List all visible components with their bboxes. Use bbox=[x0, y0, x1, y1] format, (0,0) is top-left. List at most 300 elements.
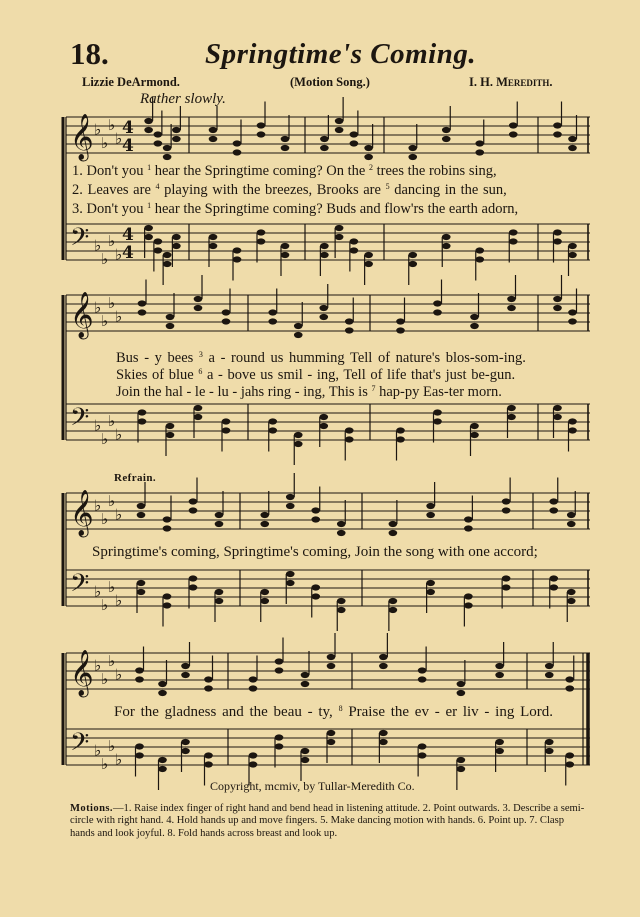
note-head bbox=[495, 739, 504, 745]
note-head bbox=[565, 761, 574, 767]
note-head bbox=[408, 154, 417, 160]
motions-text: —1. Raise index finger of right hand and bend head in listening attitude. 2. Point outwards. 3. Describe a semi-circle with right hand. 4. Hold hands up and move fingers. 5. Make dancing motion with hands. 6. Point up. 7. Clasp hands and look joyful. 8. Fold hands across breast and look up. bbox=[70, 803, 585, 839]
note-head bbox=[568, 309, 577, 315]
note-head bbox=[158, 757, 167, 763]
note-head bbox=[442, 127, 451, 133]
note-head bbox=[464, 516, 473, 522]
note-head bbox=[433, 409, 442, 415]
flat-sign: ♭ bbox=[94, 120, 102, 139]
note-head bbox=[507, 305, 516, 311]
verse-2-line-2: Skies of blue $^6$ a - bove us smil - ing, Tell of life that's just be-gun. bbox=[116, 367, 516, 383]
flat-sign: ♭ bbox=[94, 656, 102, 675]
bass-clef: 𝄢 bbox=[70, 403, 90, 438]
note-head bbox=[442, 243, 451, 249]
flat-sign: ♭ bbox=[108, 116, 116, 134]
flat-sign: ♭ bbox=[108, 578, 116, 596]
note-head bbox=[233, 140, 242, 146]
note-head bbox=[568, 418, 577, 424]
note-head bbox=[567, 521, 576, 527]
note-head bbox=[135, 752, 144, 758]
note-head bbox=[319, 314, 328, 320]
flat-sign: ♭ bbox=[101, 596, 109, 614]
flat-sign: ♭ bbox=[94, 236, 102, 255]
note-head bbox=[166, 423, 175, 429]
note-head bbox=[181, 748, 190, 754]
note-head bbox=[408, 261, 417, 267]
note-head bbox=[502, 498, 511, 504]
note-head bbox=[135, 676, 144, 682]
note-head bbox=[549, 575, 558, 581]
note-head bbox=[553, 238, 562, 244]
flat-sign: ♭ bbox=[115, 425, 123, 444]
treble-clef: 𝄞 bbox=[70, 490, 94, 536]
note-head bbox=[194, 305, 203, 311]
composer-credit: I. H. Meredith. bbox=[469, 75, 553, 89]
note-head bbox=[181, 663, 190, 669]
note-head bbox=[418, 667, 427, 673]
note-head bbox=[509, 229, 518, 235]
note-head bbox=[257, 131, 266, 137]
note-head bbox=[281, 136, 290, 142]
note-head bbox=[464, 525, 473, 531]
note-head bbox=[158, 681, 167, 687]
verse-3-line-1: 3. Don't you $^1$ hear the Springtime coming? Buds and flow'rs the earth adorn, bbox=[72, 201, 519, 217]
note-head bbox=[311, 584, 320, 590]
note-head bbox=[163, 525, 172, 531]
note-head bbox=[350, 247, 359, 253]
flat-sign: ♭ bbox=[101, 510, 109, 528]
note-head bbox=[350, 238, 359, 244]
note-head bbox=[135, 743, 144, 749]
flat-sign: ♭ bbox=[115, 129, 123, 148]
time-signature-bottom: 4 bbox=[122, 243, 134, 263]
note-head bbox=[286, 580, 295, 586]
note-head bbox=[215, 589, 224, 595]
note-head bbox=[319, 423, 328, 429]
note-head bbox=[311, 516, 320, 522]
note-head bbox=[568, 243, 577, 249]
hymn-number: 18. bbox=[70, 36, 109, 71]
note-head bbox=[418, 752, 427, 758]
note-head bbox=[509, 131, 518, 137]
note-head bbox=[389, 607, 398, 613]
note-head bbox=[379, 739, 388, 745]
note-head bbox=[301, 748, 310, 754]
note-head bbox=[268, 309, 277, 315]
note-head bbox=[319, 414, 328, 420]
flat-sign: ♭ bbox=[108, 294, 116, 312]
note-head bbox=[418, 676, 427, 682]
note-head bbox=[475, 140, 484, 146]
note-head bbox=[565, 752, 574, 758]
note-head bbox=[144, 234, 153, 240]
note-head bbox=[408, 252, 417, 258]
note-head bbox=[209, 136, 218, 142]
note-head bbox=[426, 503, 435, 509]
note-head bbox=[268, 427, 277, 433]
note-head bbox=[567, 598, 576, 604]
note-head bbox=[426, 589, 435, 595]
flat-sign: ♭ bbox=[115, 505, 123, 524]
note-head bbox=[137, 589, 146, 595]
note-head bbox=[275, 743, 284, 749]
note-head bbox=[426, 580, 435, 586]
flat-sign: ♭ bbox=[94, 496, 102, 515]
note-head bbox=[327, 663, 336, 669]
copyright-notice: Copyright, mcmiv, by Tullar-Meredith Co. bbox=[210, 779, 415, 793]
note-head bbox=[433, 309, 442, 315]
note-head bbox=[457, 690, 466, 696]
note-head bbox=[138, 409, 147, 415]
note-head bbox=[567, 589, 576, 595]
note-head bbox=[457, 766, 466, 772]
note-head bbox=[260, 589, 269, 595]
time-signature-top: 4 bbox=[122, 225, 134, 245]
note-head bbox=[233, 149, 242, 155]
note-head bbox=[464, 593, 473, 599]
note-head bbox=[565, 676, 574, 682]
flat-sign: ♭ bbox=[108, 232, 116, 250]
note-head bbox=[337, 521, 346, 527]
note-head bbox=[215, 521, 224, 527]
note-head bbox=[442, 234, 451, 240]
bass-clef: 𝄢 bbox=[70, 728, 90, 763]
note-head bbox=[553, 296, 562, 302]
note-head bbox=[553, 122, 562, 128]
note-head bbox=[495, 672, 504, 678]
note-head bbox=[553, 405, 562, 411]
note-head bbox=[433, 418, 442, 424]
note-head bbox=[470, 323, 479, 329]
flat-sign: ♭ bbox=[94, 416, 102, 435]
note-head bbox=[249, 685, 258, 691]
verse-3-line-2: Join the hal - le - lu - jahs ring - ing, This is $^7$ hap-py Eas-ter morn. bbox=[116, 384, 502, 400]
note-head bbox=[144, 225, 153, 231]
note-head bbox=[137, 580, 146, 586]
note-head bbox=[249, 761, 258, 767]
note-head bbox=[154, 131, 163, 137]
note-head bbox=[507, 405, 516, 411]
note-head bbox=[553, 229, 562, 235]
note-head bbox=[568, 318, 577, 324]
note-head bbox=[222, 418, 231, 424]
note-head bbox=[345, 436, 354, 442]
note-head bbox=[286, 503, 295, 509]
note-head bbox=[418, 743, 427, 749]
note-head bbox=[137, 503, 146, 509]
note-head bbox=[268, 418, 277, 424]
note-head bbox=[389, 521, 398, 527]
note-head bbox=[457, 757, 466, 763]
note-head bbox=[286, 494, 295, 500]
flat-sign: ♭ bbox=[94, 298, 102, 317]
note-head bbox=[327, 654, 336, 660]
time-signature-bottom: 4 bbox=[122, 136, 134, 156]
note-head bbox=[233, 247, 242, 253]
note-head bbox=[545, 663, 554, 669]
note-head bbox=[337, 607, 346, 613]
tempo-marking: Rather slowly. bbox=[140, 91, 226, 107]
note-head bbox=[154, 238, 163, 244]
note-head bbox=[475, 247, 484, 253]
note-head bbox=[464, 602, 473, 608]
note-head bbox=[509, 122, 518, 128]
note-head bbox=[320, 252, 329, 258]
motions-label: Motions. bbox=[70, 803, 113, 814]
note-head bbox=[311, 593, 320, 599]
flat-sign: ♭ bbox=[108, 492, 116, 510]
note-head bbox=[204, 676, 213, 682]
note-head bbox=[426, 512, 435, 518]
note-head bbox=[470, 314, 479, 320]
note-head bbox=[545, 739, 554, 745]
flat-sign: ♭ bbox=[101, 430, 109, 448]
note-head bbox=[350, 131, 359, 137]
note-head bbox=[281, 145, 290, 151]
bass-clef: 𝄢 bbox=[70, 223, 90, 258]
note-head bbox=[545, 748, 554, 754]
lyricist-credit: Lizzie DeArmond. bbox=[82, 75, 180, 89]
time-signature-top: 4 bbox=[122, 118, 134, 138]
note-head bbox=[470, 423, 479, 429]
note-head bbox=[260, 512, 269, 518]
flat-sign: ♭ bbox=[101, 670, 109, 688]
motions-instructions bbox=[70, 803, 590, 840]
note-head bbox=[194, 296, 203, 302]
note-head bbox=[275, 734, 284, 740]
note-head bbox=[433, 300, 442, 306]
note-head bbox=[470, 432, 479, 438]
treble-clef: 𝄞 bbox=[70, 114, 94, 160]
note-head bbox=[294, 441, 303, 447]
note-head bbox=[172, 136, 181, 142]
note-head bbox=[345, 318, 354, 324]
note-head bbox=[189, 498, 198, 504]
note-head bbox=[257, 238, 266, 244]
note-head bbox=[327, 739, 336, 745]
verse-2-line-1: 2. Leaves are $^4$ playing with the breezes, Brooks are $^5$ dancing in the sun, bbox=[72, 182, 507, 198]
note-head bbox=[475, 149, 484, 155]
note-head bbox=[396, 318, 405, 324]
note-head bbox=[166, 314, 175, 320]
note-head bbox=[163, 252, 172, 258]
note-head bbox=[475, 256, 484, 262]
flat-sign: ♭ bbox=[108, 652, 116, 670]
note-head bbox=[345, 327, 354, 333]
note-head bbox=[294, 432, 303, 438]
note-head bbox=[364, 252, 373, 258]
note-head bbox=[545, 672, 554, 678]
note-head bbox=[335, 234, 344, 240]
refrain-line-2: For the gladness and the beau - ty, $^8$ Praise the ev - er liv - ing Lord. bbox=[114, 704, 554, 720]
note-head bbox=[268, 318, 277, 324]
note-head bbox=[311, 507, 320, 513]
note-head bbox=[507, 296, 516, 302]
refrain-line-1: Springtime's coming, Springtime's coming, Join the song with one accord; bbox=[92, 544, 538, 560]
note-head bbox=[135, 667, 144, 673]
note-head bbox=[222, 309, 231, 315]
note-head bbox=[364, 261, 373, 267]
note-head bbox=[281, 243, 290, 249]
note-head bbox=[320, 145, 329, 151]
note-head bbox=[286, 571, 295, 577]
note-head bbox=[553, 414, 562, 420]
note-head bbox=[158, 690, 167, 696]
note-head bbox=[154, 140, 163, 146]
note-head bbox=[209, 243, 218, 249]
note-head bbox=[138, 309, 147, 315]
note-head bbox=[204, 752, 213, 758]
flat-sign: ♭ bbox=[108, 737, 116, 755]
note-head bbox=[209, 234, 218, 240]
note-head bbox=[275, 658, 284, 664]
note-head bbox=[389, 598, 398, 604]
note-head bbox=[275, 667, 284, 673]
note-head bbox=[320, 243, 329, 249]
note-head bbox=[257, 122, 266, 128]
song-type-note: (Motion Song.) bbox=[290, 75, 370, 89]
note-head bbox=[189, 575, 198, 581]
note-head bbox=[301, 672, 310, 678]
note-head bbox=[260, 521, 269, 527]
note-head bbox=[320, 136, 329, 142]
note-head bbox=[163, 516, 172, 522]
note-head bbox=[215, 598, 224, 604]
note-head bbox=[364, 154, 373, 160]
note-head bbox=[215, 512, 224, 518]
flat-sign: ♭ bbox=[101, 312, 109, 330]
note-head bbox=[260, 598, 269, 604]
treble-clef: 𝄞 bbox=[70, 650, 94, 696]
note-head bbox=[222, 318, 231, 324]
note-head bbox=[565, 685, 574, 691]
note-head bbox=[507, 414, 516, 420]
note-head bbox=[166, 323, 175, 329]
note-head bbox=[301, 681, 310, 687]
note-head bbox=[549, 507, 558, 513]
note-head bbox=[327, 730, 336, 736]
note-head bbox=[204, 685, 213, 691]
note-head bbox=[163, 602, 172, 608]
note-head bbox=[495, 663, 504, 669]
verse-1-line-1: 1. Don't you $^1$ hear the Springtime coming? On the $^2$ trees the robins sing, bbox=[72, 163, 497, 179]
note-head bbox=[189, 507, 198, 513]
note-head bbox=[337, 530, 346, 536]
note-head bbox=[495, 748, 504, 754]
note-head bbox=[502, 507, 511, 513]
flat-sign: ♭ bbox=[115, 591, 123, 610]
note-head bbox=[567, 512, 576, 518]
note-head bbox=[457, 681, 466, 687]
note-head bbox=[194, 405, 203, 411]
flat-sign: ♭ bbox=[101, 250, 109, 268]
note-head bbox=[163, 154, 172, 160]
note-head bbox=[509, 238, 518, 244]
flat-sign: ♭ bbox=[108, 412, 116, 430]
note-head bbox=[350, 140, 359, 146]
note-head bbox=[335, 225, 344, 231]
verse-1-line-2: Bus - y bees $^3$ a - round us humming Tell of nature's blos-som-ing. bbox=[116, 350, 526, 366]
note-head bbox=[138, 418, 147, 424]
flat-sign: ♭ bbox=[101, 134, 109, 152]
note-head bbox=[294, 332, 303, 338]
note-head bbox=[568, 145, 577, 151]
note-head bbox=[568, 252, 577, 258]
note-head bbox=[553, 305, 562, 311]
bass-clef: 𝄢 bbox=[70, 569, 90, 604]
note-head bbox=[138, 300, 147, 306]
note-head bbox=[249, 676, 258, 682]
note-head bbox=[568, 136, 577, 142]
flat-sign: ♭ bbox=[101, 755, 109, 773]
note-head bbox=[137, 512, 146, 518]
note-head bbox=[154, 247, 163, 253]
note-head bbox=[194, 414, 203, 420]
treble-clef: 𝄞 bbox=[70, 292, 94, 338]
note-head bbox=[396, 436, 405, 442]
note-head bbox=[345, 427, 354, 433]
note-head bbox=[166, 432, 175, 438]
note-head bbox=[204, 761, 213, 767]
note-head bbox=[172, 243, 181, 249]
note-head bbox=[233, 256, 242, 262]
note-head bbox=[163, 145, 172, 151]
note-head bbox=[222, 427, 231, 433]
note-head bbox=[181, 739, 190, 745]
note-head bbox=[335, 118, 344, 124]
note-head bbox=[396, 327, 405, 333]
note-head bbox=[144, 118, 153, 124]
note-head bbox=[281, 252, 290, 258]
note-head bbox=[172, 234, 181, 240]
note-head bbox=[319, 305, 328, 311]
note-head bbox=[408, 145, 417, 151]
note-head bbox=[172, 127, 181, 133]
flat-sign: ♭ bbox=[94, 741, 102, 760]
note-head bbox=[189, 584, 198, 590]
note-head bbox=[553, 131, 562, 137]
note-head bbox=[502, 584, 511, 590]
note-head bbox=[209, 127, 218, 133]
hymn-title: Springtime's Coming. bbox=[205, 38, 477, 70]
note-head bbox=[364, 145, 373, 151]
flat-sign: ♭ bbox=[115, 665, 123, 684]
note-head bbox=[379, 663, 388, 669]
note-head bbox=[549, 584, 558, 590]
note-head bbox=[502, 575, 511, 581]
note-head bbox=[549, 498, 558, 504]
flat-sign: ♭ bbox=[115, 245, 123, 264]
note-head bbox=[337, 598, 346, 604]
flat-sign: ♭ bbox=[94, 582, 102, 601]
note-head bbox=[163, 593, 172, 599]
note-head bbox=[181, 672, 190, 678]
note-head bbox=[335, 127, 344, 133]
note-head bbox=[568, 427, 577, 433]
refrain-label: Refrain. bbox=[114, 472, 156, 484]
note-head bbox=[294, 323, 303, 329]
note-head bbox=[396, 427, 405, 433]
note-head bbox=[389, 530, 398, 536]
note-head bbox=[379, 730, 388, 736]
note-head bbox=[163, 261, 172, 267]
note-head bbox=[144, 127, 153, 133]
note-head bbox=[158, 766, 167, 772]
flat-sign: ♭ bbox=[115, 750, 123, 769]
note-head bbox=[249, 752, 258, 758]
flat-sign: ♭ bbox=[115, 307, 123, 326]
note-head bbox=[442, 136, 451, 142]
